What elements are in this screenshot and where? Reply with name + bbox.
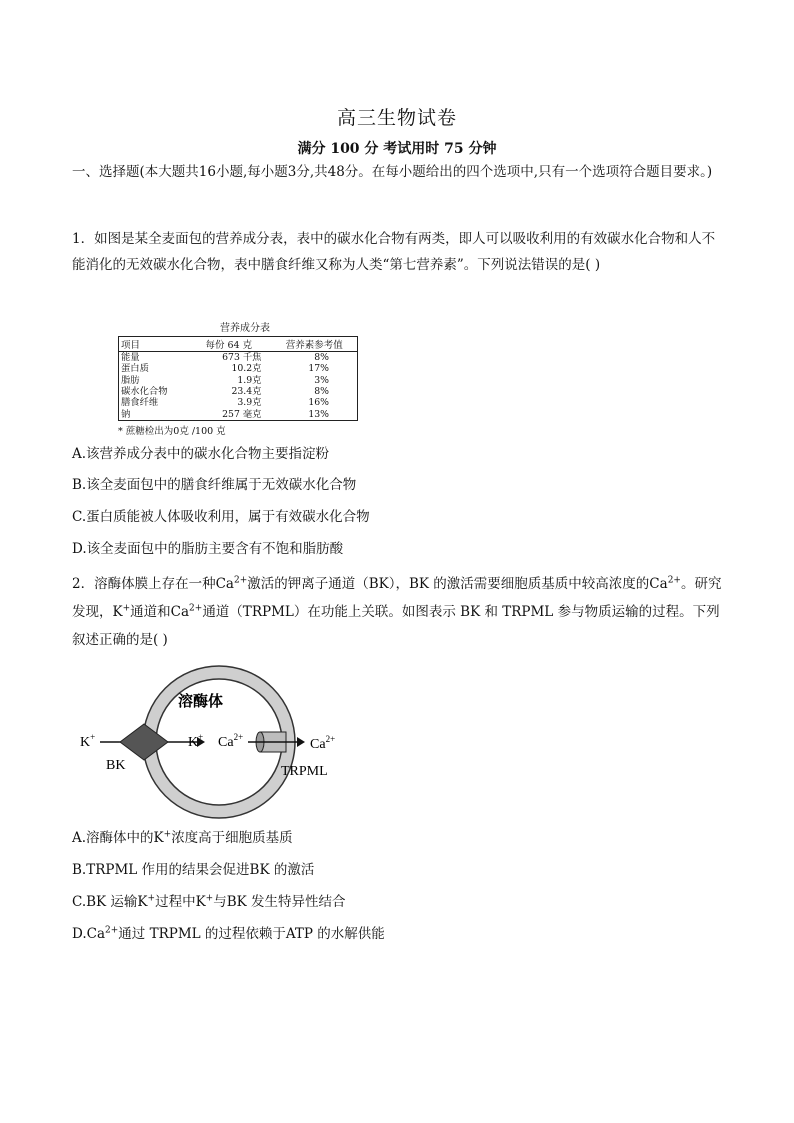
section-intro: 一、选择题(本大题共16小题,每小题3分,共48分。在每小题给出的四个选项中,只有一个选项符合题目要求。) xyxy=(72,164,713,180)
table-cell: 8% xyxy=(314,386,329,398)
stem-text: 2．溶酶体膜上存在一种Ca xyxy=(72,576,234,592)
q2-option-a xyxy=(72,828,293,848)
table-row xyxy=(119,386,358,397)
option-text: 过程中K xyxy=(155,894,206,910)
table-cell: 13% xyxy=(308,408,329,420)
table-cell: 17% xyxy=(308,363,329,375)
table-cell: 钠 xyxy=(121,408,131,420)
ion-symbol: Ca xyxy=(310,737,326,752)
q1-option-b: B.该全麦面包中的膳食纤维属于无效碳水化合物 xyxy=(72,477,357,493)
table-header: 项目 xyxy=(119,337,187,352)
nutrition-table-note: * 蔗糖检出为0克 /100 克 xyxy=(118,425,226,437)
table-cell: 257 毫克 xyxy=(222,408,262,420)
nutrition-table-grid xyxy=(118,336,358,421)
ion-symbol: Ca xyxy=(218,735,234,750)
table-row xyxy=(119,397,358,408)
table-cell: 膳食纤维 xyxy=(121,397,159,409)
option-text: 浓度高于细胞质基质 xyxy=(171,830,293,846)
superscript: 2+ xyxy=(325,734,336,744)
q2-option-b: B.TRPML 作用的结果会促进BK 的激活 xyxy=(72,862,315,878)
superscript: + xyxy=(205,893,214,904)
table-cell: 碳水化合物 xyxy=(121,386,168,398)
stem-text: 通道和Ca xyxy=(130,604,190,620)
nutrition-table xyxy=(118,319,364,437)
ca-outside-label xyxy=(310,734,335,752)
superscript: + xyxy=(147,893,156,904)
table-header: 营养素参考值 xyxy=(271,337,357,352)
bk-label: BK xyxy=(106,758,126,773)
superscript: 2+ xyxy=(233,575,248,586)
page-title: 高三生物试卷 xyxy=(336,107,457,129)
k-outside-label xyxy=(80,732,95,750)
superscript: + xyxy=(90,732,96,742)
q2-option-d xyxy=(72,924,385,944)
trpml-label: TRPML xyxy=(281,764,328,779)
table-cell: 脂肪 xyxy=(121,374,140,386)
ion-symbol: K xyxy=(188,735,199,750)
option-text: 与BK 发生特异性结合 xyxy=(213,894,346,910)
lysosome-diagram xyxy=(72,660,372,825)
nutrition-table-title: 营养成分表 xyxy=(220,323,270,334)
table-row xyxy=(119,375,358,386)
superscript: 2+ xyxy=(667,575,681,586)
q1-option-c: C.蛋白质能被人体吸收利用，属于有效碳水化合物 xyxy=(72,509,370,525)
stem-text: 激活的钾离子通道（BK），BK 的激活需要细胞质基质中较高浓度的Ca xyxy=(247,576,668,592)
superscript: + xyxy=(198,732,204,742)
table-cell: 23.4克 xyxy=(231,386,262,398)
ion-symbol: K xyxy=(80,735,91,750)
table-cell: 10.2克 xyxy=(231,363,262,375)
table-cell: 能量 xyxy=(121,352,140,364)
table-cell: 16% xyxy=(308,397,329,409)
option-text: C.BK 运输K xyxy=(72,894,148,910)
superscript: 2+ xyxy=(233,732,244,742)
table-header: 每份 64 克 xyxy=(186,337,271,352)
q2-option-c xyxy=(72,892,346,912)
question-1-stem: 1．如图是某全麦面包的营养成分表，表中的碳水化合物有两类，即人可以吸收利用的有效碳水化合物和人不能消化的无效碳水化合物，表中膳食纤维又称为人类“第七营养素”。下列说法错误的是( ) xyxy=(72,231,716,273)
table-row xyxy=(119,408,358,420)
table-cell: 1.9克 xyxy=(237,374,262,386)
question-2-stem xyxy=(72,570,727,654)
option-text: 通过 TRPML 的过程依赖于ATP 的水解供能 xyxy=(118,926,385,942)
superscript: + xyxy=(163,829,172,840)
superscript: + xyxy=(122,603,131,614)
table-row xyxy=(119,363,358,374)
table-cell: 8% xyxy=(314,352,329,364)
superscript: 2+ xyxy=(105,925,119,936)
table-cell: 3% xyxy=(314,374,329,386)
table-cell: 蛋白质 xyxy=(121,363,149,375)
exam-info: 满分 100 分 考试用时 75 分钟 xyxy=(297,141,497,157)
table-row xyxy=(119,352,358,364)
q1-option-d: D.该全麦面包中的脂肪主要含有不饱和脂肪酸 xyxy=(72,541,344,557)
stem-text: 。研究发现，K xyxy=(72,576,722,620)
table-cell: 673 千焦 xyxy=(222,352,262,364)
option-text: A.溶酶体中的K xyxy=(72,830,164,846)
arrow-head-icon xyxy=(297,737,305,747)
table-cell: 3.9克 xyxy=(237,397,262,409)
stem-text: 通道（TRPML）在功能上关联。如图表示 BK 和 TRPML 参与物质运输的过程。下列叙述正确的是( ) xyxy=(72,604,720,648)
superscript: 2+ xyxy=(189,603,203,614)
option-text: D.Ca xyxy=(72,926,106,942)
q1-option-a: A.该营养成分表中的碳水化合物主要指淀粉 xyxy=(72,446,330,462)
lysosome-label: 溶酶体 xyxy=(178,694,224,710)
